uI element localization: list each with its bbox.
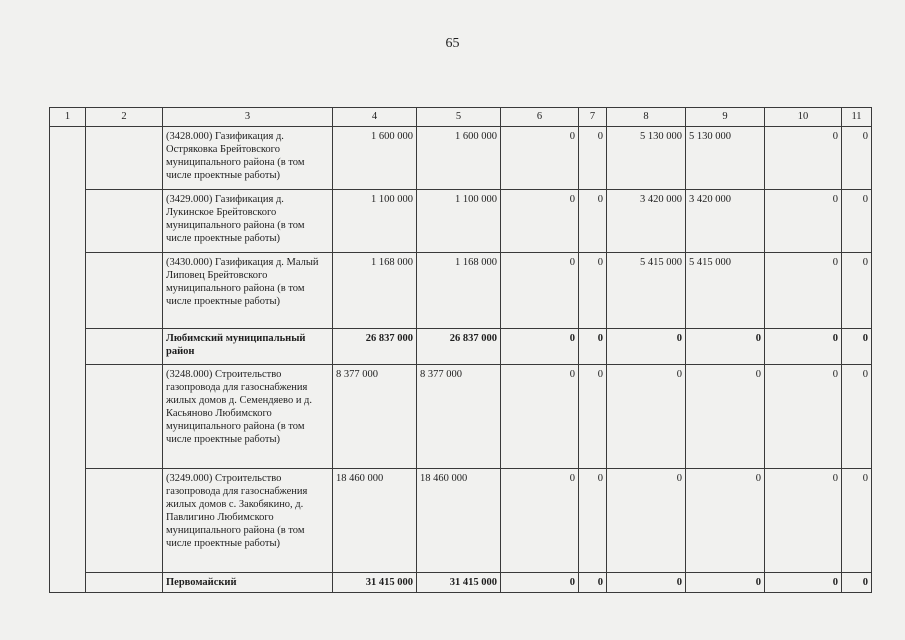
table-row	[50, 573, 872, 593]
value-cell: 0	[686, 469, 765, 573]
col2-cell	[86, 469, 163, 573]
row-name: (3248.000) Строительство газопровода для газоснабжения жилых домов д. Семендяево и д. Касьяново Любимского муниципального района (в том числе проектные работы)	[163, 365, 333, 469]
header-row	[50, 108, 872, 127]
col2-cell	[86, 253, 163, 329]
header-cell: 11	[842, 108, 872, 127]
value-cell: 0	[501, 329, 579, 365]
value-cell: 1 168 000	[417, 253, 501, 329]
value-cell: 26 837 000	[333, 329, 417, 365]
value-cell: 0	[579, 573, 607, 593]
value-cell: 0	[501, 253, 579, 329]
value-cell: 0	[765, 469, 842, 573]
value-cell: 0	[579, 469, 607, 573]
header-cell: 1	[50, 108, 86, 127]
header-cell: 5	[417, 108, 501, 127]
col2-cell	[86, 365, 163, 469]
table-row	[50, 127, 872, 190]
value-cell: 0	[842, 253, 872, 329]
value-cell: 0	[765, 190, 842, 253]
col2-cell	[86, 329, 163, 365]
col2-cell	[86, 190, 163, 253]
value-cell: 18 460 000	[417, 469, 501, 573]
value-cell: 0	[579, 365, 607, 469]
value-cell: 0	[686, 329, 765, 365]
value-cell: 31 415 000	[417, 573, 501, 593]
header-cell: 4	[333, 108, 417, 127]
value-cell: 1 600 000	[417, 127, 501, 190]
value-cell: 8 377 000	[333, 365, 417, 469]
value-cell: 0	[579, 190, 607, 253]
value-cell: 0	[501, 469, 579, 573]
row-name: (3430.000) Газификация д. Малый Липовец Брейтовского муниципального района (в том числе проектные работы)	[163, 253, 333, 329]
row-name: Любимский муниципальный район	[163, 329, 333, 365]
value-cell: 0	[765, 127, 842, 190]
value-cell: 0	[579, 127, 607, 190]
header-cell: 6	[501, 108, 579, 127]
header-cell: 10	[765, 108, 842, 127]
header-cell: 8	[607, 108, 686, 127]
value-cell: 0	[501, 190, 579, 253]
value-cell: 5 130 000	[607, 127, 686, 190]
value-cell: 0	[765, 253, 842, 329]
col2-cell	[86, 127, 163, 190]
col2-cell	[86, 573, 163, 593]
value-cell: 0	[842, 190, 872, 253]
value-cell: 0	[842, 127, 872, 190]
value-cell: 1 100 000	[333, 190, 417, 253]
value-cell: 5 415 000	[686, 253, 765, 329]
row-name: Первомайский	[163, 573, 333, 593]
value-cell: 0	[842, 365, 872, 469]
row-name: (3249.000) Строительство газопровода для газоснабжения жилых домов с. Закобякино, д. Павлигино Любимского муниципального района (в том числе проектные работы)	[163, 469, 333, 573]
value-cell: 0	[686, 573, 765, 593]
value-cell: 0	[842, 469, 872, 573]
value-cell: 31 415 000	[333, 573, 417, 593]
value-cell: 1 168 000	[333, 253, 417, 329]
value-cell: 1 100 000	[417, 190, 501, 253]
value-cell: 0	[607, 365, 686, 469]
value-cell: 0	[842, 329, 872, 365]
value-cell: 3 420 000	[607, 190, 686, 253]
table-row	[50, 329, 872, 365]
header-cell: 3	[163, 108, 333, 127]
table-row	[50, 469, 872, 573]
value-cell: 0	[501, 365, 579, 469]
table-row	[50, 190, 872, 253]
page-number: 65	[445, 36, 460, 51]
header-cell: 7	[579, 108, 607, 127]
value-cell: 1 600 000	[333, 127, 417, 190]
value-cell: 0	[765, 329, 842, 365]
value-cell: 0	[607, 469, 686, 573]
value-cell: 0	[579, 253, 607, 329]
header-cell: 9	[686, 108, 765, 127]
value-cell: 26 837 000	[417, 329, 501, 365]
value-cell: 0	[579, 329, 607, 365]
col1-cell	[50, 127, 86, 593]
value-cell: 0	[842, 573, 872, 593]
table-row	[50, 365, 872, 469]
table-row	[50, 253, 872, 329]
value-cell: 0	[501, 573, 579, 593]
row-name: (3429.000) Газификация д. Лукинское Брейтовского муниципального района (в том числе проектные работы)	[163, 190, 333, 253]
header-cell: 2	[86, 108, 163, 127]
value-cell: 0	[765, 573, 842, 593]
value-cell: 0	[765, 365, 842, 469]
budget-table	[49, 107, 872, 593]
row-name: (3428.000) Газификация д. Остряковка Брейтовского муниципального района (в том числе проектные работы)	[163, 127, 333, 190]
value-cell: 5 415 000	[607, 253, 686, 329]
value-cell: 3 420 000	[686, 190, 765, 253]
value-cell: 0	[686, 365, 765, 469]
value-cell: 0	[501, 127, 579, 190]
value-cell: 18 460 000	[333, 469, 417, 573]
value-cell: 0	[607, 329, 686, 365]
value-cell: 5 130 000	[686, 127, 765, 190]
value-cell: 0	[607, 573, 686, 593]
value-cell: 8 377 000	[417, 365, 501, 469]
